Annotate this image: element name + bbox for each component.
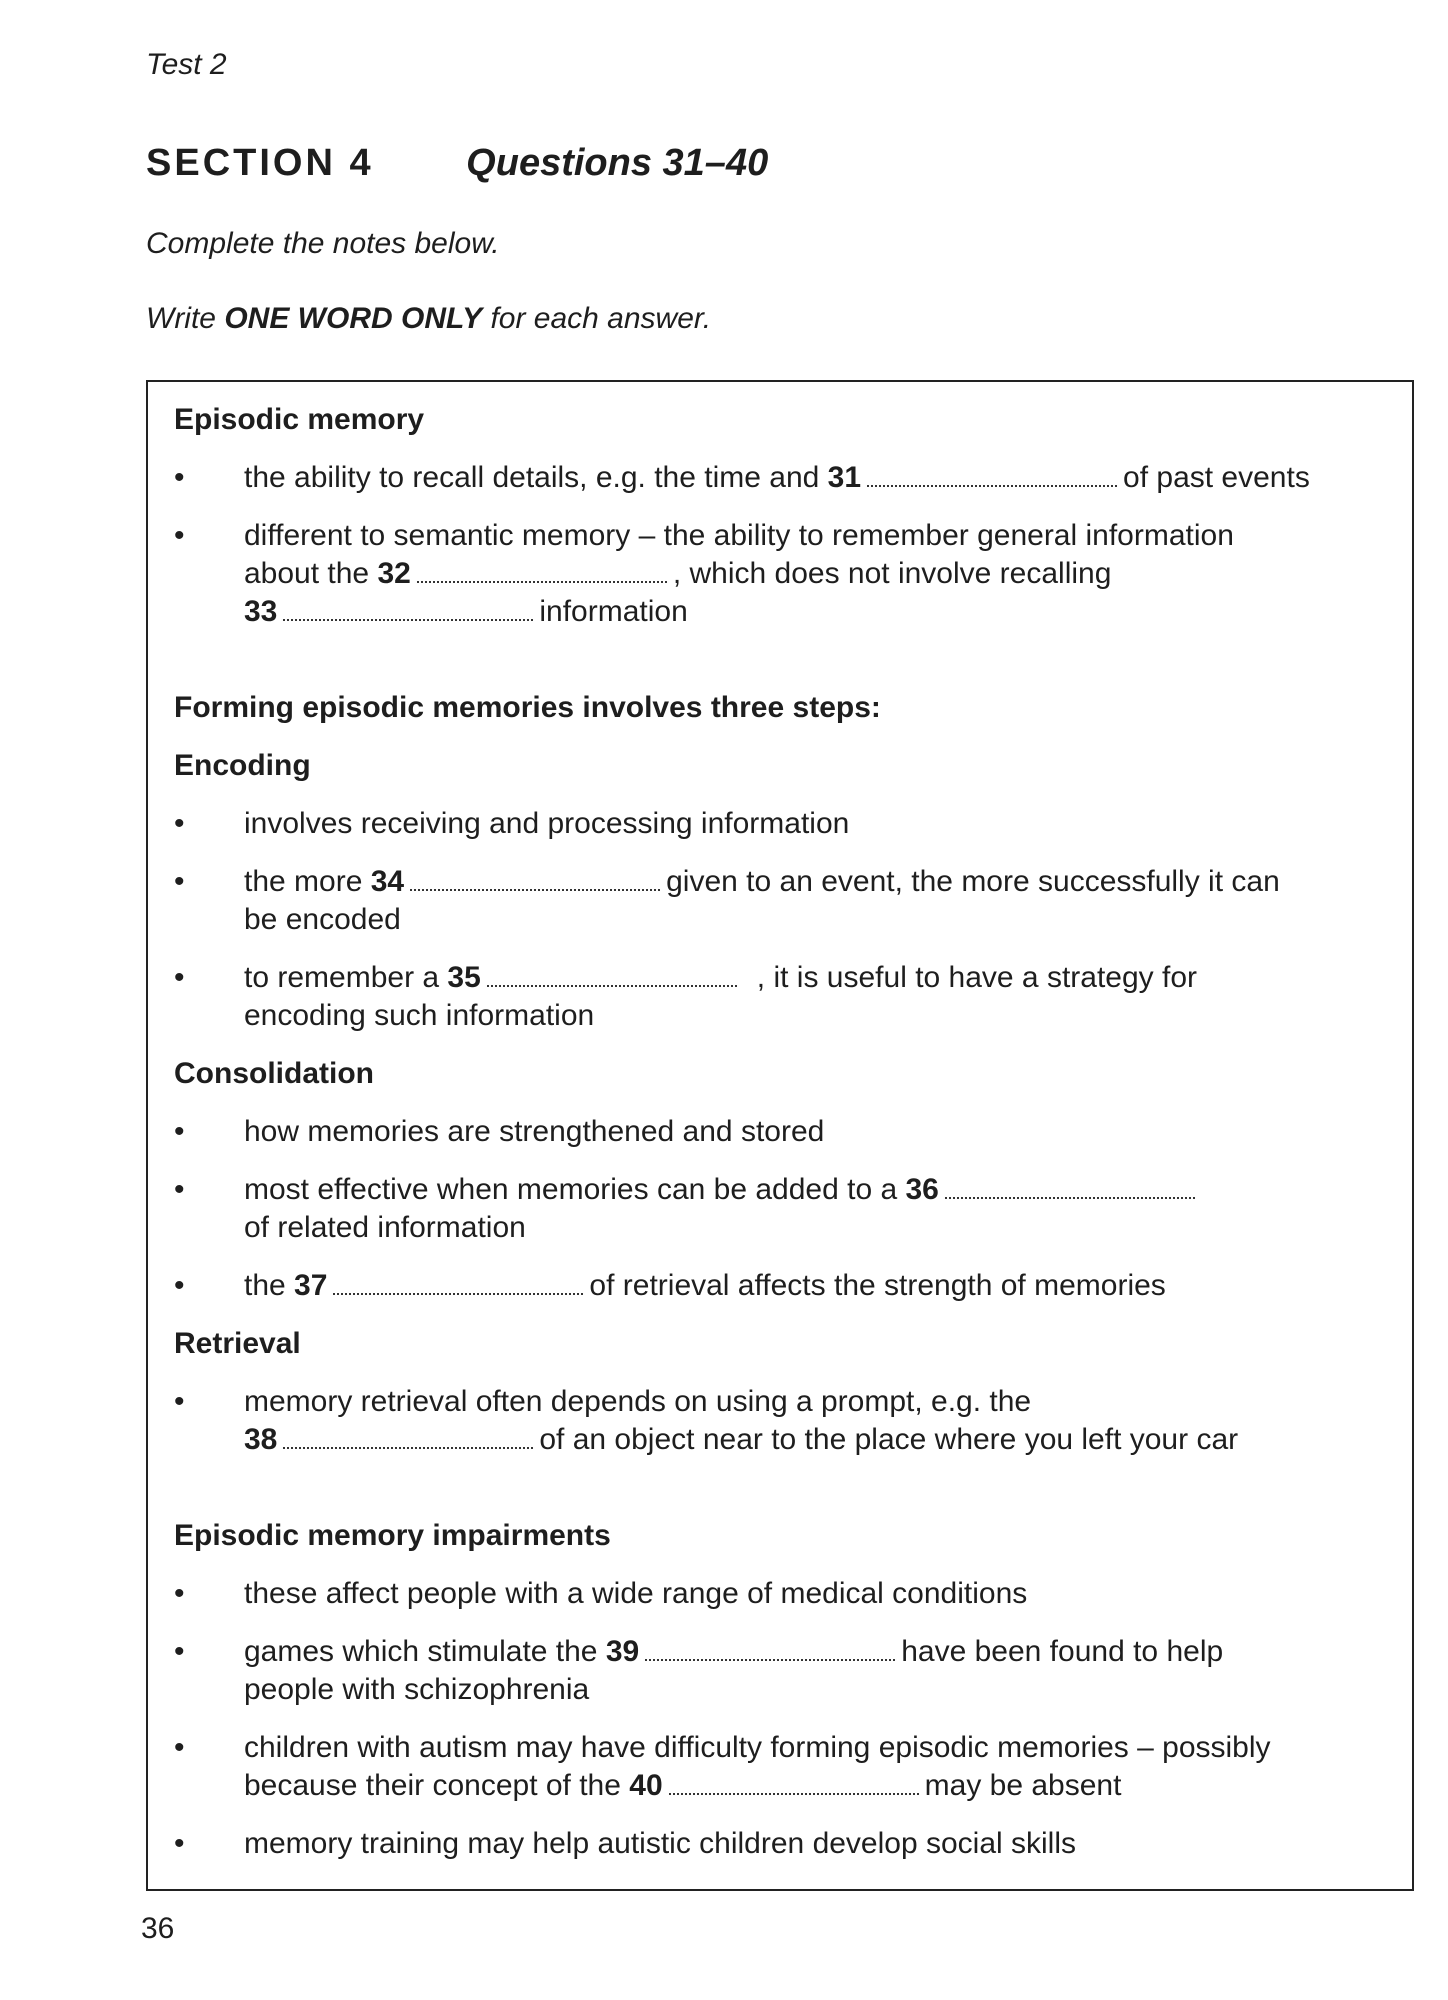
question-number-39: 39: [605, 1635, 640, 1668]
note-line-q39: games which stimulate the 39 have been found to help: [244, 1635, 1224, 1668]
answer-gap-31[interactable]: [867, 463, 1117, 487]
note-line: memory retrieval often depends on using a prompt, e.g. the: [244, 1385, 1032, 1418]
test-label: Test 2: [146, 48, 227, 81]
question-number-31: 31: [827, 461, 862, 494]
bullet-icon: •: [174, 1173, 185, 1206]
answer-gap-39[interactable]: [645, 1637, 895, 1661]
note-line-q36: most effective when memories can be added to a 36: [244, 1172, 1201, 1208]
answer-gap-34[interactable]: [410, 867, 660, 891]
page-number: 36: [141, 1912, 175, 1945]
bullet-icon: •: [174, 1731, 185, 1764]
question-number-32: 32: [377, 557, 411, 590]
bullet-icon: •: [174, 807, 185, 840]
bullet-icon: •: [174, 519, 185, 552]
notes-box: [146, 380, 1414, 1891]
note-line: these affect people with a wide range of medical conditions: [244, 1577, 1028, 1610]
heading-consolidation: Consolidation: [174, 1057, 374, 1090]
note-line: involves receiving and processing information: [244, 807, 850, 840]
note-line-q38: 38 of an object near to the place where you left your car: [244, 1423, 1239, 1456]
questions-range: Questions 31–40: [466, 142, 769, 184]
note-line-q35: to remember a 35 , it is useful to have a strategy for: [244, 961, 1198, 994]
answer-gap-32[interactable]: [417, 559, 667, 583]
question-number-34: 34: [370, 865, 405, 898]
note-line: different to semantic memory – the ability to remember general information: [244, 519, 1234, 552]
answer-gap-40[interactable]: [669, 1771, 919, 1795]
heading-encoding: Encoding: [174, 749, 311, 782]
note-line: children with autism may have difficulty forming episodic memories – possibly: [244, 1731, 1271, 1764]
answer-gap-38[interactable]: [283, 1425, 533, 1449]
bullet-icon: •: [174, 865, 185, 898]
question-number-33: 33: [244, 595, 278, 628]
note-line: encoding such information: [244, 999, 595, 1032]
bullet-icon: •: [174, 1635, 185, 1668]
section-heading: [146, 142, 768, 185]
question-number-40: 40: [629, 1769, 663, 1802]
heading-episodic-memory-impairments: Episodic memory impairments: [174, 1519, 611, 1552]
bullet-icon: •: [174, 1269, 185, 1302]
instruction-word-limit: Write ONE WORD ONLY for each answer.: [146, 302, 712, 335]
heading-forming-episodic-memories: Forming episodic memories involves three steps:: [174, 691, 881, 724]
heading-episodic-memory: Episodic memory: [174, 403, 425, 436]
question-number-35: 35: [447, 961, 481, 994]
bullet-icon: •: [174, 461, 185, 494]
instruction-complete-notes: Complete the notes below.: [146, 227, 500, 260]
question-number-36: 36: [905, 1173, 939, 1206]
note-line: be encoded: [244, 903, 401, 936]
bullet-icon: •: [174, 961, 185, 994]
question-number-38: 38: [244, 1423, 278, 1456]
question-number-37: 37: [294, 1269, 328, 1302]
answer-gap-36[interactable]: [945, 1175, 1195, 1199]
note-line: memory training may help autistic children develop social skills: [244, 1827, 1077, 1860]
word-limit-emphasis: ONE WORD ONLY: [224, 302, 483, 335]
section-label: SECTION 4: [146, 142, 374, 184]
heading-retrieval: Retrieval: [174, 1327, 301, 1360]
bullet-icon: •: [174, 1115, 185, 1148]
note-line-q40: because their concept of the 40 may be absent: [244, 1769, 1122, 1802]
note-line-q34: the more 34 given to an event, the more successfully it can: [244, 865, 1280, 898]
answer-gap-37[interactable]: [333, 1271, 583, 1295]
bullet-icon: •: [174, 1827, 185, 1860]
bullet-icon: •: [174, 1577, 185, 1610]
bullet-icon: •: [174, 1385, 185, 1418]
answer-gap-35[interactable]: [487, 963, 737, 987]
note-line-q31: the ability to recall details, e.g. the time and 31 of past events: [244, 461, 1310, 494]
note-line-q32: about the 32 , which does not involve recalling: [244, 557, 1112, 590]
note-line: of related information: [244, 1211, 526, 1244]
note-line: people with schizophrenia: [244, 1673, 590, 1706]
note-line-q33: 33 information: [244, 595, 688, 628]
note-line-q37: the 37 of retrieval affects the strength of memories: [244, 1269, 1166, 1302]
note-line: how memories are strengthened and stored: [244, 1115, 825, 1148]
answer-gap-33[interactable]: [283, 597, 533, 621]
